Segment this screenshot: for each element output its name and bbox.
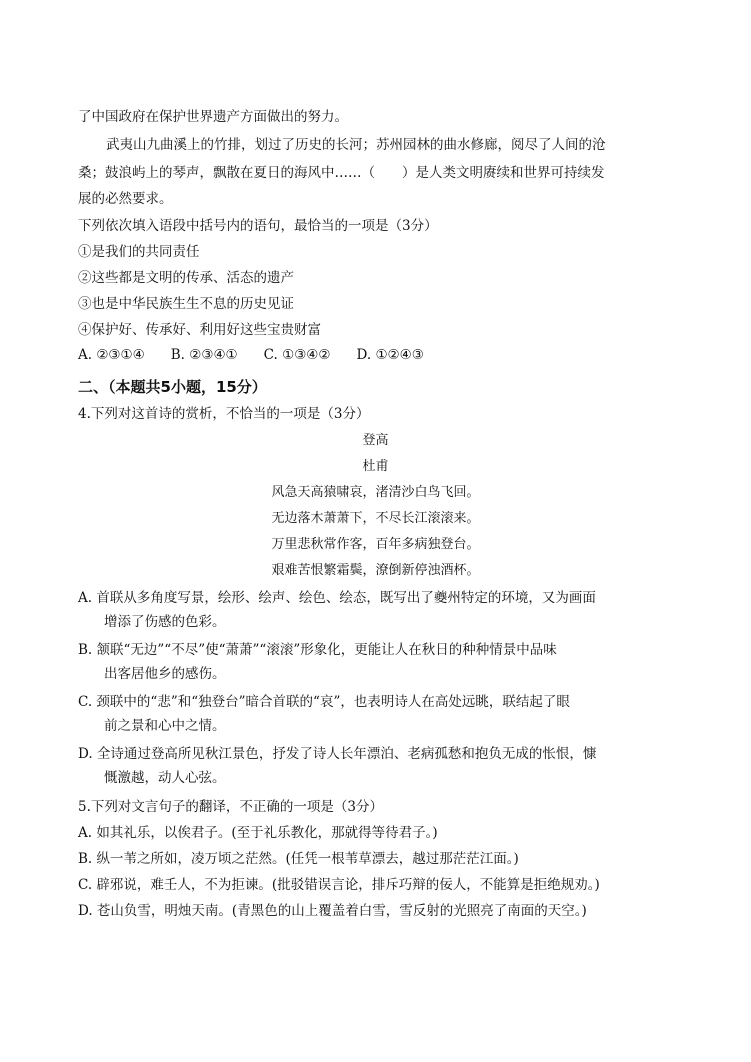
passage-line-1: 了中国政府在保护世界遗产方面做出的努力。	[78, 109, 348, 125]
q5-option-b: B. 纵一苇之所如，凌万顷之茫然。(任凭一根苇草漂去，越过那茫茫江面。)	[78, 851, 519, 867]
passage-line-4: 展的必然要求。	[78, 191, 173, 207]
q3-option-d: D. ①②④③	[356, 347, 424, 363]
poem-author: 杜甫	[362, 459, 389, 474]
q4-stem: 4.下列对这首诗的赏析，不恰当的一项是（3分）	[78, 406, 370, 422]
q4-option-c-line-1: C. 颈联中的“悲”和“独登台”暗合首联的“哀”，也表明诗人在高处远眺，联结起了眼	[78, 694, 570, 710]
q5-option-a: A. 如其礼乐，以俟君子。(至于礼乐教化，那就得等待君子。)	[78, 825, 438, 841]
q3-item-1: ①是我们的共同责任	[78, 244, 200, 260]
q3-item-4: ④保护好、传承好、利用好这些宝贵财富	[78, 322, 321, 338]
q5-option-d: D. 苍山负雪，明烛天南。(青黑色的山上覆盖着白雪，雪反射的光照亮了南面的天空。)	[78, 903, 587, 919]
poem-line-2: 无边落木萧萧下，不尽长江滚滚来。	[271, 511, 480, 526]
passage-line-2: 武夷山九曲溪上的竹排，划过了历史的长河；苏州园林的曲水修廊，阅尽了人间的沧	[106, 137, 606, 153]
q4-option-a-line-2: 增添了伤感的色彩。	[104, 614, 226, 630]
poem-line-1: 风急天高猿啸哀，渚清沙白鸟飞回。	[271, 485, 480, 500]
q4-option-b-line-1: B. 颔联“无边”“不尽”使“萧萧”“滚滚”形象化，更能让人在秋日的种种情景中品味	[78, 642, 557, 658]
q3-option-c: C. ①③④②	[263, 347, 331, 363]
q4-option-d-line-1: D. 全诗通过登高所见秋江景色，抒发了诗人长年漂泊、老病孤愁和抱负无成的怅恨，慷	[78, 746, 597, 762]
q4-option-c-line-2: 前之景和心中之情。	[104, 718, 226, 734]
q3-option-a: A. ②③①④	[78, 347, 145, 363]
q5-option-c: C. 辟邪说，难壬人，不为拒谏。(批驳错误言论，排斥巧辩的佞人，不能算是拒绝规劝。)	[78, 877, 600, 893]
q3-item-3: ③也是中华民族生生不息的历史见证	[78, 296, 294, 312]
q3-item-2: ②这些都是文明的传承、活态的遗产	[78, 270, 294, 286]
q5-stem: 5.下列对文言句子的翻译，不正确的一项是（3分）	[78, 799, 383, 815]
q3-option-b: B. ②③④①	[170, 347, 238, 363]
section-2-heading: 二、（本题共5小题，15分）	[78, 378, 267, 396]
q3-stem: 下列依次填入语段中括号内的语句，最恰当的一项是（3分）	[78, 218, 438, 234]
q3-options	[78, 346, 678, 364]
poem-title: 登高	[362, 433, 389, 448]
passage-line-3: 桑；鼓浪屿上的琴声，飘散在夏日的海风中……（ ）是人类文明赓续和世界可持续发	[78, 165, 605, 181]
poem-line-3: 万里悲秋常作客，百年多病独登台。	[271, 537, 480, 552]
q4-option-d-line-2: 慨激越，动人心弦。	[104, 770, 226, 786]
poem-line-4: 艰难苦恨繁霜鬓，潦倒新停浊酒杯。	[271, 563, 480, 578]
q4-option-a-line-1: A. 首联从多角度写景，绘形、绘声、绘色、绘态，既写出了夔州特定的环境，又为画面	[78, 590, 596, 606]
q4-option-b-line-2: 出客居他乡的感伤。	[104, 666, 226, 682]
